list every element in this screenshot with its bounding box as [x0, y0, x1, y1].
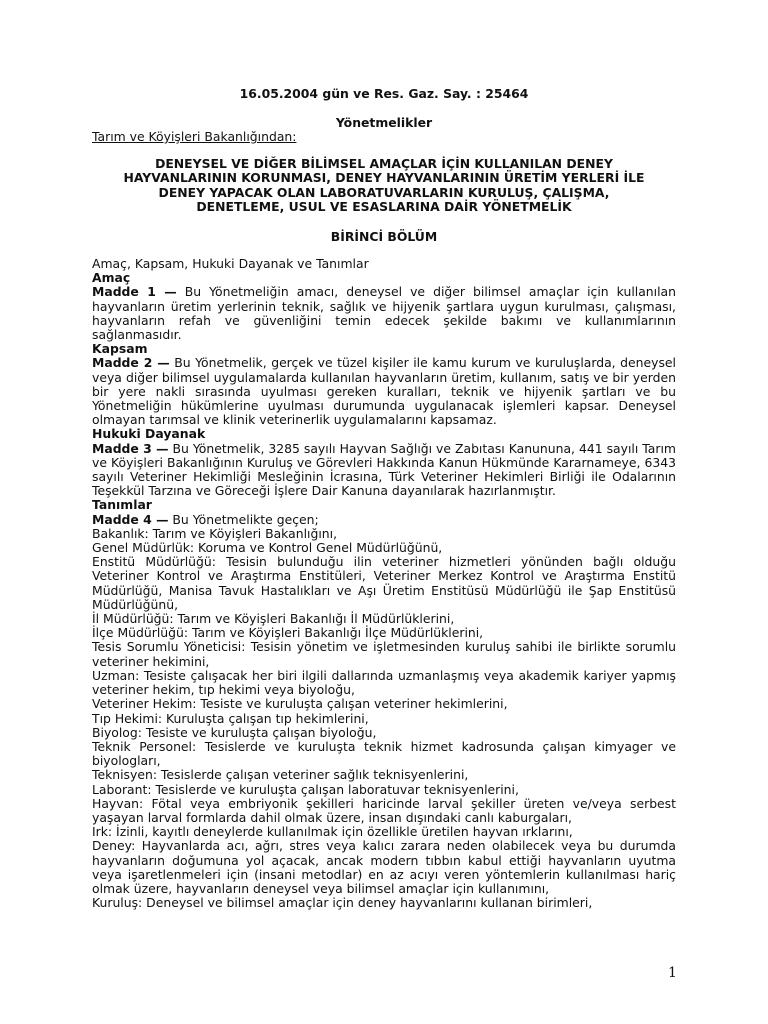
article-text: Bu Yönetmelikte geçen; — [168, 511, 319, 527]
definition-item: Laborant: Tesislerde ve kuruluşta çalışan laboratuvar teknisyenlerini, — [92, 781, 519, 797]
article-text: Bu Yönetmeliğin amacı, deneysel ve diğer bilimsel amaçlar için kullanılan hayvanların üretim yerlerinin teknik, sağlık ve hijyenik şartlara uygun kurulması, çalışması, hayvanların refah ve güvenliğini temin edecek şekilde bakımı ve kullanımlarının sağlanmasıdır. — [92, 284, 676, 343]
definition-item: Enstitü Müdürlüğü: Tesisin bulunduğu ilin veteriner hizmetleri yönünden bağlı olduğu Veteriner Kontrol ve Araştırma Enstitüleri, Veteriner Merkez Kontrol ve Araştırma Enstitü Müdürlüğü, Manisa Tavuk Hastalıkları ve Aşı Üretim Enstitüsü Müdürlüğü ile Şap Enstitüsü Müdürlüğünü, — [92, 554, 676, 612]
ministry-line: Tarım ve Köyişleri Bakanlığından: — [92, 129, 297, 144]
article-text: Bu Yönetmelik, 3285 sayılı Hayvan Sağlığı ve Zabıtası Kanununa, 441 sayılı Tarım ve Köyişleri Bakanlığının Kuruluş ve Görevleri Hakkında Kanun Hükmünde Kararnameye, 6343 sayılı Veteriner Hekimliği Mesleğinin İcrasına, Türk Veteriner Hekimleri Birliği ile Odalarının Teşekkül Tarzına ve Göreceği İşlere Dair Kanuna dayanılarak hazırlanmıştır. — [92, 440, 676, 499]
definition-item: Genel Müdürlük: Koruma ve Kontrol Genel Müdürlüğünü, — [92, 540, 443, 556]
definition-item: Biyolog: Tesiste ve kuruluşta çalışan biyoloğu, — [92, 724, 377, 740]
article-heading: Kapsam — [92, 341, 148, 357]
title-line: DENEYSEL VE DİĞER BİLİMSEL AMAÇLAR İÇİN KULLANILAN DENEY — [155, 156, 613, 171]
title-line: DENETLEME, USUL VE ESASLARINA DAİR YÖNETMELİK — [196, 198, 572, 214]
article-heading: Hukuki Dayanak — [92, 426, 206, 442]
document-body — [92, 257, 676, 910]
regulation-title — [92, 157, 676, 214]
document-type: Yönetmelikler — [335, 115, 433, 130]
article-label: Madde 4 — — [92, 511, 169, 527]
gazette-line: 16.05.2004 gün ve Res. Gaz. Say. : 25464 — [239, 86, 529, 101]
part-heading: BİRİNCİ BÖLÜM — [330, 229, 438, 244]
definition-item: Teknik Personel: Tesislerde ve kuruluşta teknik hizmet kadrosunda çalışan kimyager ve biyologları, — [92, 738, 676, 769]
definition-item: Teknisyen: Tesislerde çalışan veteriner sağlık teknisyenlerini, — [92, 767, 469, 783]
article-label: Madde 2 — — [92, 355, 170, 371]
article-heading: Tanımlar — [92, 497, 152, 513]
article-paragraph — [92, 356, 676, 427]
article-text: Bu Yönetmelik, gerçek ve tüzel kişiler ile kamu kurum ve kuruluşlarda, deneysel veya diğer bilimsel uygulamalarda kullanılan hayvanların üretim, kullanım, satış ve bir yerden bir yere nakli sırasında uyulması gereken kuralları, teknik ve hijyenik şartları ve bu Yönetmeliğin hükümlerine uyulması durumunda uygulanacak işlemleri kapsar. Deneysel olmayan tarımsal ve klinik veterinerlik uygulamalarını kapsamaz. — [92, 355, 676, 428]
article-paragraph — [92, 513, 676, 527]
definition-item: Uzman: Tesiste çalışacak her biri ilgili dallarında uzmanlaşmış veya akademik kariyer yapmış veteriner hekim, tıp hekimi veya biyoloğu, — [92, 667, 676, 698]
title-line: HAYVANLARININ KORUNMASI, DENEY HAYVANLARININ ÜRETİM YERLERİ İLE — [123, 170, 645, 186]
definition-item: Tıp Hekimi: Kuruluşta çalışan tıp hekimlerini, — [92, 710, 369, 726]
article-label: Madde 3 — — [92, 440, 169, 456]
definition-item: İlçe Müdürlüğü: Tarım ve Köyişleri Bakanlığı İlçe Müdürlüklerini, — [92, 625, 484, 641]
article-heading: Amaç — [92, 270, 131, 286]
definition-item: İl Müdürlüğü: Tarım ve Köyişleri Bakanlığı İl Müdürlüklerini, — [92, 611, 455, 627]
section-heading: Amaç, Kapsam, Hukuki Dayanak ve Tanımlar — [92, 256, 369, 271]
article-label: Madde 1 — — [92, 284, 177, 300]
definition-item: Kuruluş: Deneysel ve bilimsel amaçlar için deney hayvanlarını kullanan birimleri, — [92, 895, 593, 911]
article-paragraph — [92, 285, 676, 342]
definition-item: Irk: İzinli, kayıtlı deneylerde kullanılmak için özellikle üretilen hayvan ırklarını, — [92, 824, 573, 840]
definition-item: Deney: Hayvanlarda acı, ağrı, stres veya kalıcı zarara neden olabilecek veya bu durumda hayvanların doğumuna yol açacak, ancak modern tıbbın kabul ettiği hayvanların uyutma veya işaretlenmeleri için (insani metodlar) en az acıyı veren yöntemlerin kullanılması hariç olmak üzere, hayvanların deneysel veya bilimsel amaçlar için kullanımını, — [92, 838, 676, 896]
definition-item: Hayvan: Fötal veya embriyonik şekilleri haricinde larval şekiller üreten ve/veya serbest yaşayan larval formlarda dahil olmak üzere, insan dışındaki canlı kaburgaları, — [92, 795, 676, 825]
definition-item: Bakanlık: Tarım ve Köyişleri Bakanlığını, — [92, 525, 338, 541]
article-paragraph — [92, 442, 676, 499]
page-number: 1 — [668, 965, 677, 981]
definition-item: Veteriner Hekim: Tesiste ve kuruluşta çalışan veteriner hekimlerini, — [92, 696, 508, 712]
title-line: DENEY YAPACAK OLAN LABORATUVARLARIN KURULUŞ, ÇALIŞMA, — [158, 184, 610, 200]
definition-item: Tesis Sorumlu Yöneticisi: Tesisin yönetim ve işletmesinden kuruluş sahibi ile birlikte sorumlu veteriner hekimini, — [92, 639, 676, 669]
